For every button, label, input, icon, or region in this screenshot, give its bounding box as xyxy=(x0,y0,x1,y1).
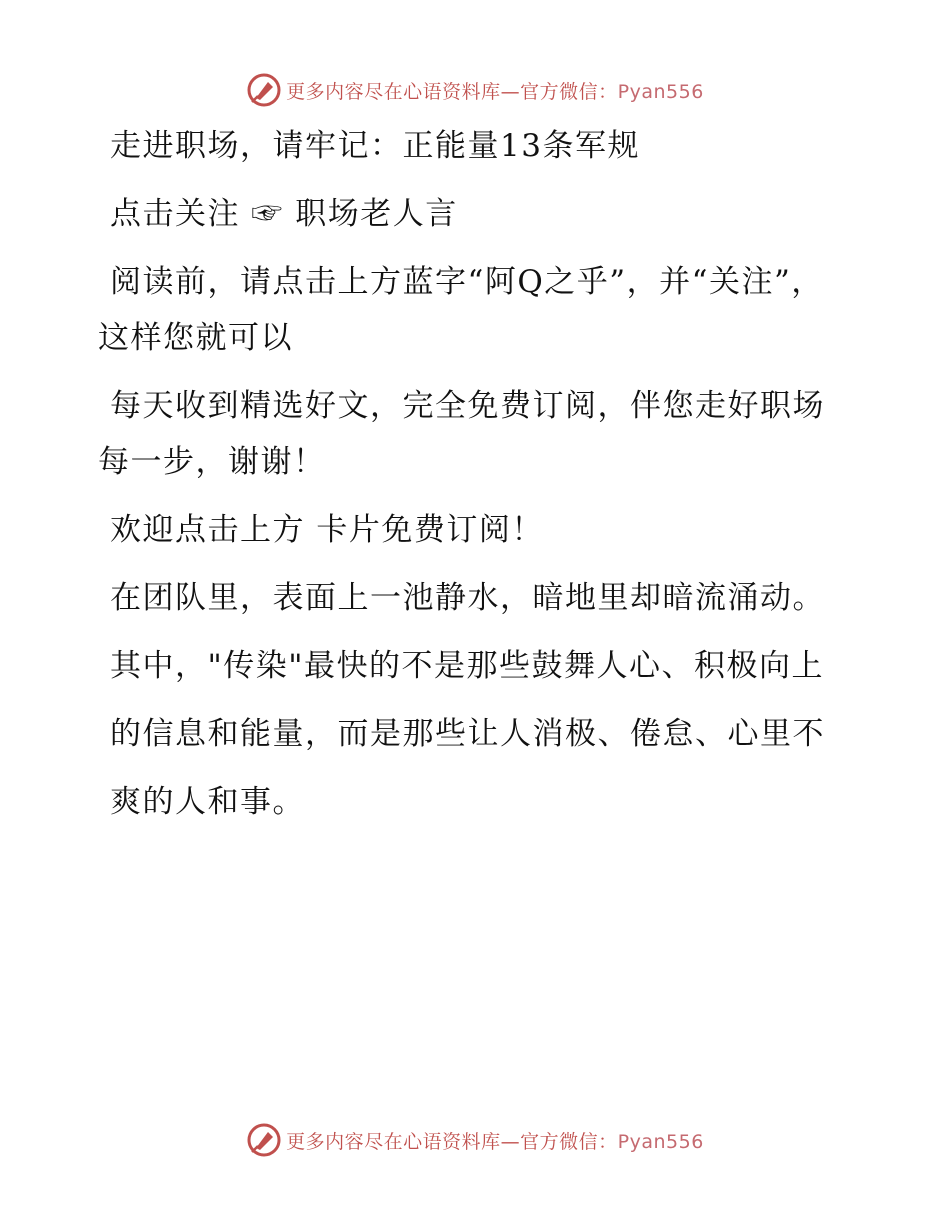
banner-label: 更多内容尽在心语资料库—官方微信： xyxy=(286,1130,618,1153)
paragraph-title: 走进职场，请牢记：正能量13条军规 xyxy=(110,128,640,164)
paragraph-follow: 点击关注 ☞ 职场老人言 xyxy=(110,196,458,232)
paragraph-end: 爽的人和事。 xyxy=(110,784,305,820)
paragraph-welcome: 欢迎点击上方 卡片免费订阅！ xyxy=(110,512,544,548)
pen-nib-logo-icon xyxy=(246,72,282,108)
banner-text xyxy=(286,1127,704,1154)
paragraph-read-before: 阅读前，请点击上方蓝字“阿Q之乎”，并“关注”，这样您就可以 xyxy=(98,264,824,356)
paragraph-daily: 每天收到精选好文，完全免费订阅，伴您走好职场每一步，谢谢！ xyxy=(98,388,825,480)
wechat-id: Pyan556 xyxy=(617,1130,704,1153)
footer-banner xyxy=(0,1120,950,1160)
header-banner xyxy=(0,70,950,110)
document-body xyxy=(98,118,838,830)
banner-label: 更多内容尽在心语资料库—官方微信： xyxy=(286,80,618,103)
wechat-id: Pyan556 xyxy=(617,80,704,103)
banner-text xyxy=(286,77,704,104)
pen-nib-logo-icon xyxy=(246,1122,282,1158)
paragraph-info: 的信息和能量，而是那些让人消极、倦怠、心里不 xyxy=(110,716,825,752)
paragraph-spread: 其中，"传染"最快的不是那些鼓舞人心、积极向上 xyxy=(110,648,825,684)
paragraph-team: 在团队里，表面上一池静水，暗地里却暗流涌动。 xyxy=(110,580,825,616)
